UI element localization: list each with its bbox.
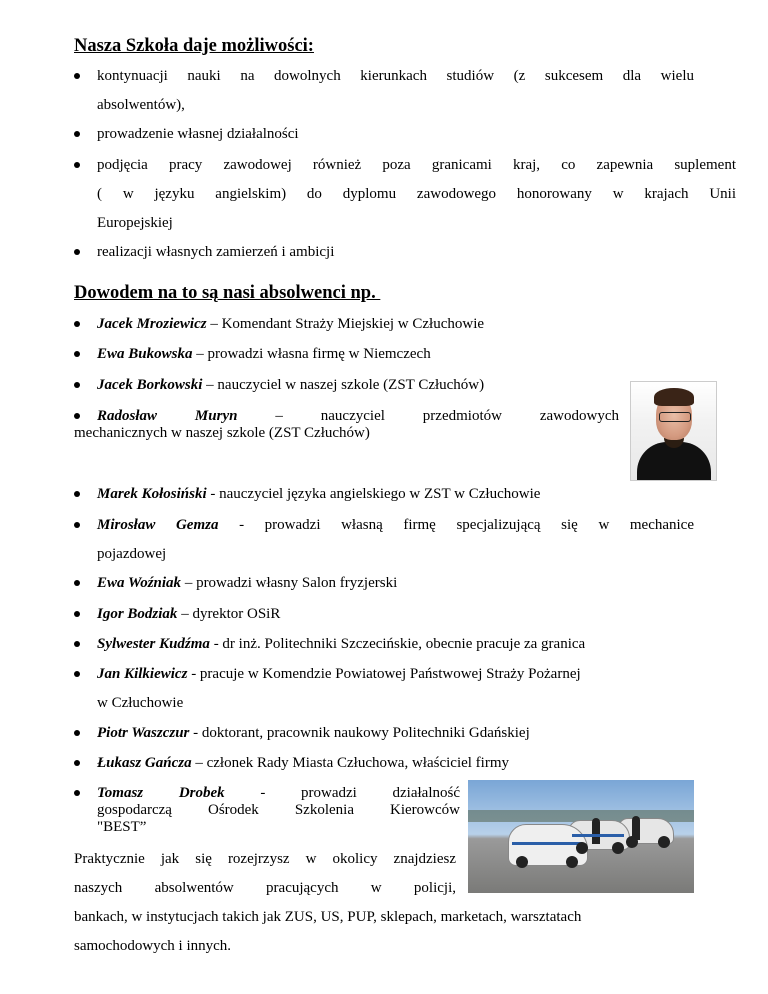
list-item-text-cont: Europejskiej	[97, 215, 173, 231]
graduate-name: Łukasz Gańcza	[97, 755, 192, 771]
graduate-item	[74, 569, 694, 598]
closing-line-3: bankach, w instytucjach takich jak ZUS, US, PUP, sklepach, marketach, warsztatach	[74, 909, 582, 925]
graduate-item	[74, 310, 694, 339]
bullet-icon	[74, 131, 80, 137]
graduate-name: Mirosław Gemza	[97, 517, 219, 533]
graduate-desc: - prowadzi własną firmę specjalizującą się w mechanice	[218, 517, 695, 533]
list-item-text: podjęcia pracy zawodowej również poza granicami kraj, co zapewnia suplement	[97, 157, 736, 173]
graduate-item	[74, 660, 714, 718]
graduate-name: Marek Kołosiński	[97, 486, 207, 502]
graduate-desc: – dyrektor OSiR	[177, 606, 281, 622]
graduate-desc: – nauczyciel w naszej szkole (ZST Człuchów)	[202, 377, 485, 393]
list-item-text: kontynuacji nauki na dowolnych kierunkach studiów (z sukcesem dla wielu	[97, 68, 694, 84]
graduate-desc: – nauczyciel przedmiotów zawodowych	[237, 408, 619, 424]
bullet-icon	[74, 730, 80, 736]
graduate-desc: - nauczyciel języka angielskiego w ZST w Człuchowie	[206, 486, 541, 502]
graduate-name: Jan Kilkiewicz	[97, 666, 188, 682]
bullet-icon	[74, 249, 80, 255]
list-item-text: prowadzenie własnej działalności	[97, 126, 299, 142]
list-item	[74, 62, 694, 120]
graduate-item	[74, 785, 460, 836]
bullet-icon	[74, 641, 80, 647]
bullet-icon	[74, 760, 80, 766]
graduate-name: Ewa Bukowska	[97, 346, 193, 362]
graduate-name: Sylwester Kudźma	[97, 636, 210, 652]
bullet-icon	[74, 162, 80, 168]
bullet-icon	[74, 580, 80, 586]
graduate-name: Tomasz Drobek	[97, 785, 225, 801]
graduate-portrait-photo	[630, 381, 717, 481]
list-item-text-cont: ( w języku angielskim) do dyplomu zawodowego honorowany w krajach Unii	[97, 186, 736, 202]
bullet-icon	[74, 790, 80, 796]
graduate-item	[74, 630, 714, 659]
closing-line-1: Praktycznie jak się rozejrzysz w okolicy znajdziesz	[74, 851, 456, 867]
graduate-name: Radosław Muryn	[97, 408, 238, 424]
bullet-icon	[74, 611, 80, 617]
graduate-desc: – prowadzi własna firmę w Niemczech	[192, 346, 431, 362]
bullet-icon	[74, 671, 80, 677]
graduate-item	[74, 340, 694, 369]
graduate-desc-cont: gospodarczą Ośrodek Szkolenia Kierowców	[97, 802, 460, 818]
graduate-item	[74, 480, 694, 509]
graduate-item	[74, 600, 694, 629]
graduate-item	[74, 749, 714, 778]
closing-line-2: naszych absolwentów pracujących w policji,	[74, 880, 456, 896]
driving-school-cars-photo	[468, 780, 694, 893]
list-item	[74, 120, 694, 149]
graduate-desc: – członek Rady Miasta Człuchowa, właściciel firmy	[191, 755, 510, 771]
section-heading-graduates: Dowodem na to są nasi absolwenci np.	[74, 283, 381, 303]
graduate-desc-cont: "BEST”	[97, 819, 147, 835]
graduate-desc: - dr inż. Politechniki Szczecińskie, obecnie pracuje za granica	[209, 636, 586, 652]
graduate-desc: - doktorant, pracownik naukowy Politechniki Gdańskiej	[189, 725, 530, 741]
graduate-name: Piotr Waszczur	[97, 725, 190, 741]
graduate-name: Jacek Mroziewicz	[97, 316, 207, 332]
graduate-desc-cont: w Człuchowie	[97, 695, 184, 711]
graduate-desc: – Komendant Straży Miejskiej w Człuchowie	[206, 316, 485, 332]
graduate-name: Ewa Woźniak	[97, 575, 182, 591]
bullet-icon	[74, 351, 80, 357]
bullet-icon	[74, 413, 80, 419]
graduate-item	[74, 511, 694, 569]
list-item	[74, 238, 694, 267]
graduate-desc: - prowadzi działalność	[224, 785, 460, 801]
graduate-desc-cont: pojazdowej	[97, 546, 167, 562]
bullet-icon	[74, 522, 80, 528]
section-heading-possibilities: Nasza Szkoła daje możliwości:	[74, 36, 314, 56]
list-item-text: realizacji własnych zamierzeń i ambicji	[97, 244, 335, 260]
graduate-name: Igor Bodziak	[97, 606, 178, 622]
bullet-icon	[74, 321, 80, 327]
bullet-icon	[74, 491, 80, 497]
closing-line-4: samochodowych i innych.	[74, 938, 232, 954]
graduate-item	[74, 408, 619, 442]
graduate-desc: - pracuje w Komendzie Powiatowej Państwowej Straży Pożarnej	[187, 666, 581, 682]
bullet-icon	[74, 73, 80, 79]
list-item	[74, 151, 736, 238]
graduate-desc-cont: mechanicznych w naszej szkole (ZST Człuchów)	[74, 425, 370, 441]
bullet-icon	[74, 382, 80, 388]
graduate-name: Jacek Borkowski	[97, 377, 203, 393]
list-item-text-cont: absolwentów),	[97, 97, 185, 113]
graduate-item	[74, 719, 714, 748]
graduate-item	[74, 371, 614, 400]
graduate-desc: – prowadzi własny Salon fryzjerski	[181, 575, 398, 591]
